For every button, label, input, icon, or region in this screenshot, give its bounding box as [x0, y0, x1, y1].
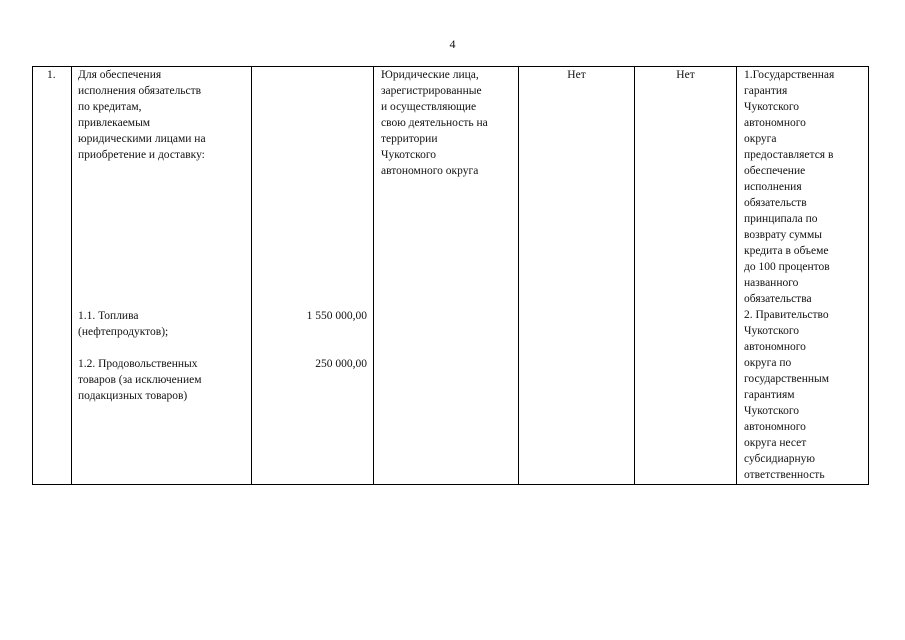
terms-text: 1.Государственная гарантия Чукотского автономного округа предоставляется в обеспечение исполнения обязательств принципала по возврату суммы кредита в объеме до 100 процентов названного обязательства 2. Правительство Чукотского автономного округа по государственным гарантиям Чукотского автономного округа несет субсидиарную ответственность [744, 69, 835, 481]
recipients-cell [374, 67, 519, 484]
guarantee-table [32, 66, 869, 485]
page-number: 4 [449, 37, 456, 51]
column-5-value: Нет [567, 69, 586, 81]
column-5-cell [519, 67, 635, 484]
subitem-food-label: 1.2. Продовольственных товаров (за исключением подакцизных товаров) [78, 358, 202, 402]
purpose-text: Для обеспечения исполнения обязательств по кредитам, привлекаемым юридическими лицами на приобретение и доставку: [78, 69, 206, 161]
row-number: 1. [47, 69, 56, 81]
terms-cell [737, 67, 870, 484]
subitem-fuel-label: 1.1. Топлива (нефтепродуктов); [78, 310, 169, 338]
row-number-cell [33, 67, 72, 484]
amount-cell [252, 67, 374, 484]
column-6-cell [635, 67, 737, 484]
purpose-cell [72, 67, 252, 484]
subitem-food-amount: 250 000,00 [315, 358, 367, 370]
column-6-value: Нет [676, 69, 695, 81]
recipients-text: Юридические лица, зарегистрированные и осуществляющие свою деятельность на территории Чукотского автономного округа [381, 69, 488, 177]
subitem-fuel-amount: 1 550 000,00 [306, 310, 367, 322]
